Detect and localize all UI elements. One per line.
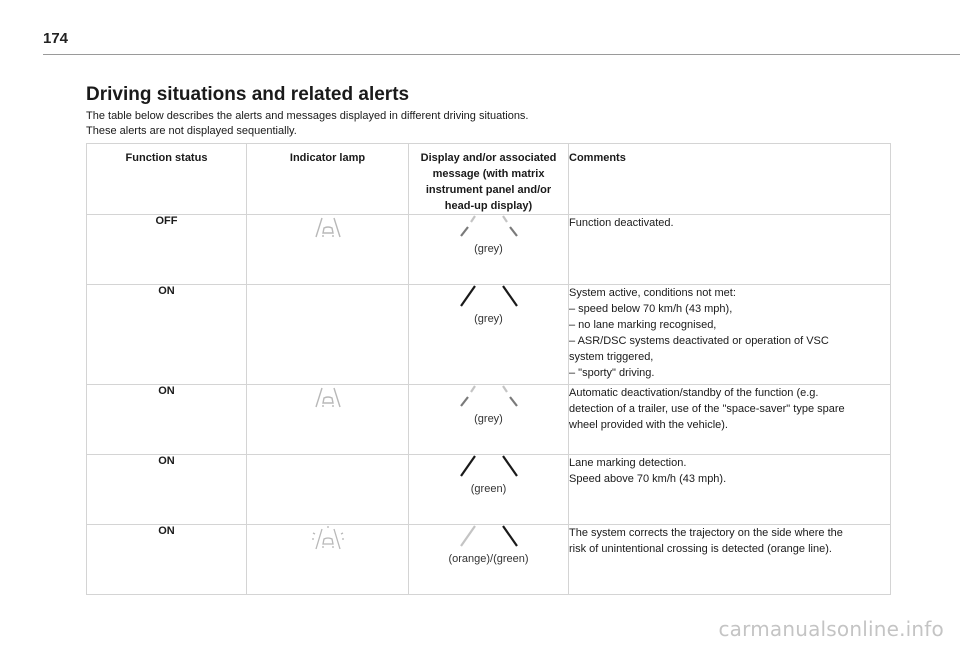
- comment-line: – no lane marking recognised,: [569, 319, 717, 331]
- comment-line: system triggered,: [569, 351, 654, 363]
- header-function-status: Function status: [87, 144, 247, 215]
- indicator-lamp-cell: [247, 455, 409, 525]
- comment-line: The system corrects the trajectory on the side where the: [569, 527, 843, 539]
- solid-lane-lines-icon: [457, 285, 521, 307]
- comments-cell: [569, 285, 891, 385]
- alerts-table: [86, 143, 891, 595]
- comment-line: – "sporty" driving.: [569, 367, 655, 379]
- table-row: [87, 385, 891, 455]
- comment-line: – speed below 70 km/h (43 mph),: [569, 303, 733, 315]
- comment-line: – ASR/DSC systems deactivated or operation of VSC: [569, 335, 829, 347]
- indicator-lamp-cell: [247, 285, 409, 385]
- indicator-lamp-cell: [247, 525, 409, 595]
- comments-cell: [569, 455, 891, 525]
- comment-line: System active, conditions not met:: [569, 287, 736, 299]
- comments-cell: [569, 215, 891, 285]
- indicator-lamp-cell: [247, 385, 409, 455]
- table-row: [87, 215, 891, 285]
- dashed-lane-lines-icon: [457, 385, 521, 407]
- table-header-row: [87, 144, 891, 215]
- header-divider: [43, 54, 960, 55]
- display-cell: [409, 455, 569, 525]
- display-caption: (grey): [474, 413, 503, 425]
- comment-line: Function deactivated.: [569, 217, 674, 229]
- dashed-lane-lines-icon: [457, 215, 521, 237]
- comment-line: Lane marking detection.: [569, 457, 687, 469]
- comment-line: Automatic deactivation/standby of the function (e.g.: [569, 387, 819, 399]
- function-status-cell: OFF: [87, 215, 247, 285]
- display-cell: [409, 215, 569, 285]
- solid-lane-lines-icon: [457, 455, 521, 477]
- comments-cell: [569, 385, 891, 455]
- display-caption: (grey): [474, 313, 503, 325]
- table-row: [87, 525, 891, 595]
- function-status-cell: ON: [87, 285, 247, 385]
- section-title: Driving situations and related alerts: [86, 84, 410, 105]
- comment-line: risk of unintentional crossing is detected (orange line).: [569, 543, 832, 555]
- display-caption: (orange)/(green): [448, 553, 529, 565]
- lane-assist-lamp-grey-icon: [314, 215, 342, 239]
- intro-paragraph-1: The table below describes the alerts and messages displayed in different driving situations.: [86, 110, 529, 122]
- comments-cell: [569, 525, 891, 595]
- header-display: Display and/or associated message (with matrix instrument panel and/or head-up display): [409, 144, 569, 215]
- comment-line: detection of a trailer, use of the "space-saver" type spare: [569, 403, 845, 415]
- display-cell: [409, 385, 569, 455]
- function-status-cell: ON: [87, 385, 247, 455]
- indicator-lamp-cell: [247, 215, 409, 285]
- lane-assist-lamp-grey-icon: [314, 385, 342, 409]
- table-row: [87, 285, 891, 385]
- display-cell: [409, 285, 569, 385]
- watermark: carmanualsonline.info: [718, 617, 944, 641]
- display-caption: (grey): [474, 243, 503, 255]
- comment-line: Speed above 70 km/h (43 mph).: [569, 473, 727, 485]
- comment-line: wheel provided with the vehicle).: [569, 419, 728, 431]
- lane-assist-lamp-active-icon: [311, 525, 345, 551]
- header-comments: Comments: [569, 144, 891, 215]
- page-number: 174: [43, 30, 69, 47]
- function-status-cell: ON: [87, 525, 247, 595]
- header-indicator-lamp: Indicator lamp: [247, 144, 409, 215]
- display-cell: [409, 525, 569, 595]
- one-highlighted-lane-line-icon: [457, 525, 521, 547]
- table-row: [87, 455, 891, 525]
- intro-paragraph-2: These alerts are not displayed sequentially.: [86, 125, 297, 137]
- function-status-cell: ON: [87, 455, 247, 525]
- display-caption: (green): [470, 483, 507, 495]
